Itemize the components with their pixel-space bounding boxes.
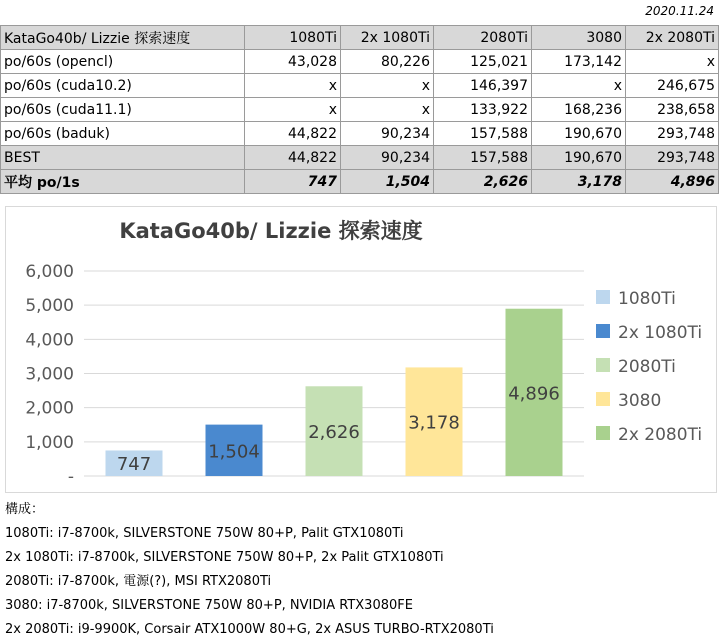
table-header-cell: 2x 2080Ti (626, 26, 719, 50)
table-cell: x (341, 98, 434, 122)
table-cell: 133,922 (434, 98, 532, 122)
table-cell: 44,822 (245, 122, 341, 146)
table-header-row (1, 26, 719, 50)
table-header-cell: KataGo40b/ Lizzie 探索速度 (1, 26, 245, 50)
data-label: 2,626 (308, 422, 360, 444)
y-tick-label: 5,000 (25, 296, 74, 317)
legend-swatch (596, 358, 610, 372)
table-cell: 168,236 (532, 98, 626, 122)
date-label: 2020.11.24 (645, 4, 714, 18)
data-label: 1,504 (208, 441, 260, 463)
notes-line: 3080: i7-8700k, SILVERSTONE 750W 80+P, NVIDIA RTX3080FE (5, 598, 413, 613)
table-row (1, 98, 719, 122)
table-cell: x (626, 50, 719, 74)
table-row (1, 50, 719, 74)
speed-table (0, 25, 719, 194)
legend-swatch (596, 392, 610, 406)
table-cell: 80,226 (341, 50, 434, 74)
y-tick-label: 4,000 (25, 330, 74, 351)
table-cell: 246,675 (626, 74, 719, 98)
notes-line: 2080Ti: i7-8700k, 電源(?), MSI RTX2080Ti (5, 574, 272, 589)
data-label: 4,896 (508, 383, 560, 405)
row-label: BEST (1, 146, 245, 170)
y-tick-label: 2,000 (25, 398, 74, 419)
table-cell: 190,670 (532, 122, 626, 146)
notes-line: 1080Ti: i7-8700k, SILVERSTONE 750W 80+P, Palit GTX1080Ti (5, 526, 404, 541)
y-tick-label: 6,000 (25, 262, 74, 282)
table-cell: 3,178 (532, 170, 626, 194)
average-row (1, 170, 719, 194)
data-label: 3,178 (408, 412, 460, 434)
legend-swatch (596, 324, 610, 338)
table-header-cell: 3080 (532, 26, 626, 50)
table-cell: 4,896 (626, 170, 719, 194)
table-cell: 90,234 (341, 146, 434, 170)
table-cell: 747 (245, 170, 341, 194)
table-cell: 293,748 (626, 146, 719, 170)
row-label: po/60s (opencl) (1, 50, 245, 74)
row-label: 平均 po/1s (1, 170, 245, 194)
table-cell: x (245, 98, 341, 122)
row-label: po/60s (cuda11.1) (1, 98, 245, 122)
table-cell: 238,658 (626, 98, 719, 122)
table-cell: 125,021 (434, 50, 532, 74)
y-tick-label: 3,000 (25, 364, 74, 385)
table-cell: 1,504 (341, 170, 434, 194)
chart-title: KataGo40b/ Lizzie 探索速度 (119, 219, 423, 243)
chart-container (5, 206, 717, 493)
table-cell: 293,748 (626, 122, 719, 146)
table-cell: x (245, 74, 341, 98)
table-header-cell: 2080Ti (434, 26, 532, 50)
table-cell: 146,397 (434, 74, 532, 98)
table-cell: 2,626 (434, 170, 532, 194)
data-label: 747 (116, 454, 152, 476)
legend-label: 2080Ti (618, 357, 676, 377)
table-header-cell: 2x 1080Ti (341, 26, 434, 50)
table-cell: 43,028 (245, 50, 341, 74)
table-header-cell: 1080Ti (245, 26, 341, 50)
table-cell: 157,588 (434, 146, 532, 170)
table-cell: 157,588 (434, 122, 532, 146)
table-cell: 44,822 (245, 146, 341, 170)
config-notes (5, 498, 494, 642)
bar-chart (6, 207, 716, 492)
y-tick-label: 1,000 (25, 432, 74, 453)
table-row (1, 74, 719, 98)
notes-line: 2x 1080Ti: i7-8700k, SILVERSTONE 750W 80+P, 2x Palit GTX1080Ti (5, 550, 444, 565)
table-cell: x (341, 74, 434, 98)
notes-heading: 構成： (5, 502, 45, 517)
legend-label: 1080Ti (618, 289, 676, 309)
y-tick-label: - (67, 467, 74, 487)
best-row (1, 146, 719, 170)
notes-line: 2x 2080Ti: i9-9900K, Corsair ATX1000W 80+G, 2x ASUS TURBO-RTX2080Ti (5, 622, 494, 637)
table-cell: 190,670 (532, 146, 626, 170)
row-label: po/60s (baduk) (1, 122, 245, 146)
table-cell: 173,142 (532, 50, 626, 74)
legend-label: 2x 1080Ti (618, 323, 703, 343)
legend-swatch (596, 290, 610, 304)
table-row (1, 122, 719, 146)
table-cell: x (532, 74, 626, 98)
row-label: po/60s (cuda10.2) (1, 74, 245, 98)
legend-label: 3080 (618, 391, 662, 411)
table-cell: 90,234 (341, 122, 434, 146)
legend-swatch (596, 426, 610, 440)
legend-label: 2x 2080Ti (618, 425, 703, 445)
